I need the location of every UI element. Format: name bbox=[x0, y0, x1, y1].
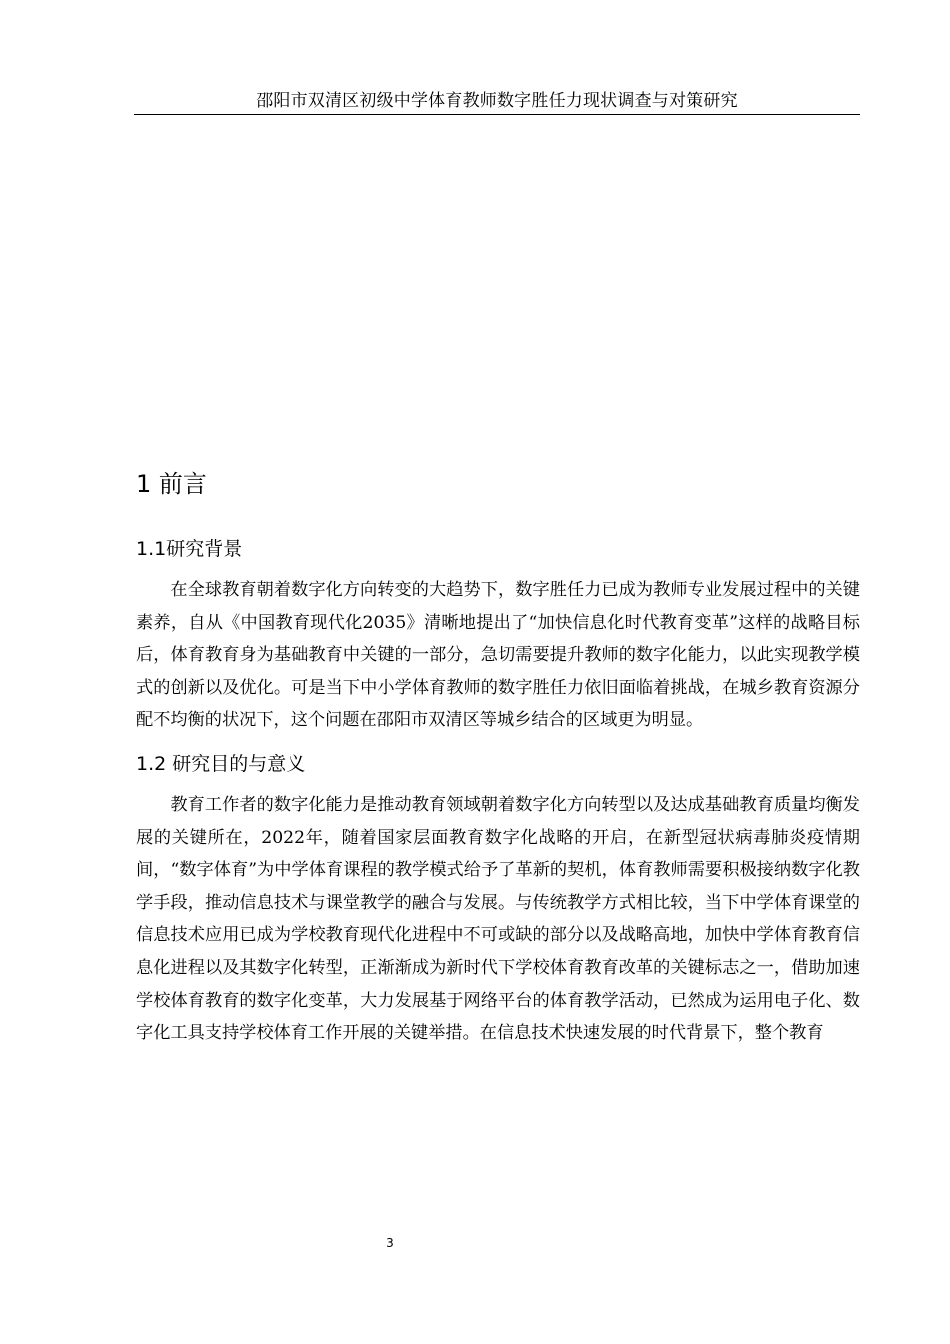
section-heading-1-2: 1.2 研究目的与意义 bbox=[136, 752, 306, 775]
page-number: 3 bbox=[386, 1236, 394, 1250]
section-heading-1-1: 1.1研究背景 bbox=[136, 538, 243, 560]
paragraph-purpose-significance: 教育工作者的数字化能力是推动教育领域朝着数字化方向转型以及达成基础教育质量均衡发展的关键所在，2022年，随着国家层面教育数字化战略的开启，在新型冠状病毒肺炎疫情期间，“数字体育”为中学体育课程的教学模式给予了革新的契机，体育教师需要积极接纳数字化教学手段，推动信息技术与课堂教学的融合与发展。与传统教学方式相比较，当下中学体育课堂的信息技术应用已成为学校教育现代化进程中不可或缺的部分以及战略高地，加快中学体育教育信息化进程以及其数字化转型，正渐渐成为新时代下学校体育教育改革的关键标志之一，借助加速学校体育教育的数字化变革，大力发展基于网络平台的体育教学活动，已然成为运用电子化、数字化工具支持学校体育工作开展的关键举措。在信息技术快速发展的时代背景下，整个教育 bbox=[136, 794, 860, 1044]
section-heading-1: 1 前言 bbox=[136, 470, 207, 498]
paragraph-research-background: 在全球教育朝着数字化方向转变的大趋势下，数字胜任力已成为教师专业发展过程中的关键素养，自从《中国教育现代化2035》清晰地提出了“加快信息化时代教育变革”这样的战略目标后，体育教育身为基础教育中关键的一部分，急切需要提升教师的数字化能力，以此实现教学模式的创新以及优化。可是当下中小学体育教师的数字胜任力依旧面临着挑战，在城乡教育资源分配不均衡的状况下，这个问题在邵阳市双清区等城乡结合的区域更为明显。 bbox=[136, 580, 860, 731]
page-content bbox=[136, 466, 860, 1062]
running-header: 邵阳市双清区初级中学体育教师数字胜任力现状调查与对策研究 bbox=[134, 90, 860, 115]
